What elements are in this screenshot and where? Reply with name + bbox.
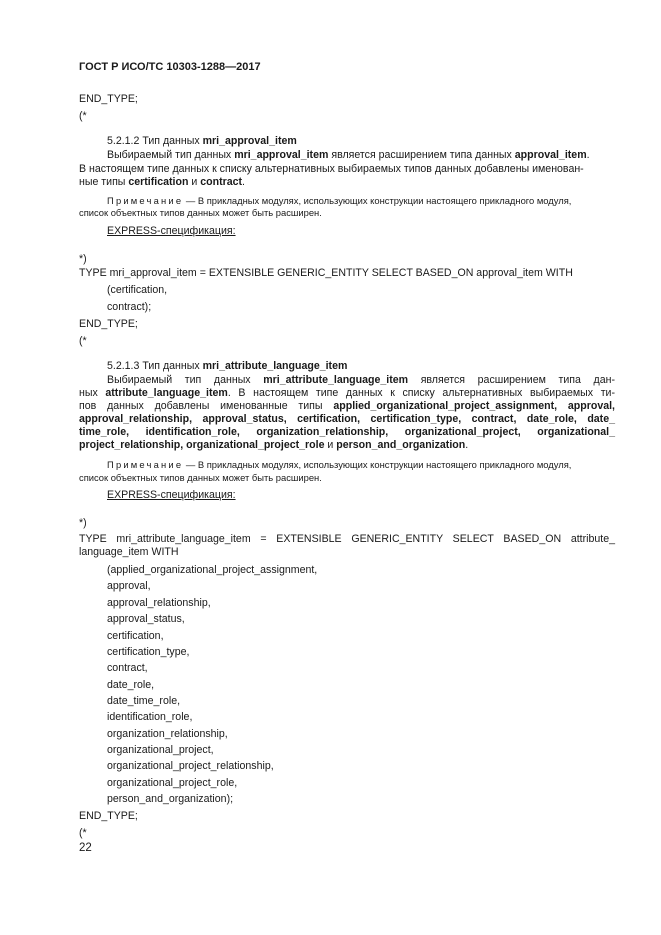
code-item: approval_relationship, [107, 597, 211, 609]
code-line: TYPE mri_approval_item = EXTENSIBLE GENERIC_ENTITY SELECT BASED_ON approval_item WITH [79, 267, 573, 279]
code-line: language_item WITH [79, 546, 179, 558]
code-line: TYPE mri_attribute_language_item = EXTENSIBLE GENERIC_ENTITY SELECT BASED_ON attribute_ [79, 533, 615, 545]
paragraph-line: пов данных добавлены именованные типы applied_organizational_project_assignment, approval, [79, 400, 615, 412]
code-line: (* [79, 335, 87, 347]
code-item: (applied_organizational_project_assignment, [107, 564, 318, 576]
code-comment-open: (* [79, 110, 87, 122]
code-item: organizational_project_relationship, [107, 760, 274, 772]
note: Примечание — В прикладных модулях, использующих конструкции настоящего прикладного модуля, [107, 195, 572, 206]
paragraph-line: ных attribute_language_item. В настоящем типе данных к списку альтернативных выбираемых ти- [79, 387, 615, 399]
paragraph-line: Выбираемый тип данных mri_approval_item является расширением типа данных approval_item. [107, 149, 590, 161]
section-heading-5213: 5.2.1.3 Тип данных mri_attribute_language_item [107, 360, 348, 372]
code-line: END_TYPE; [79, 318, 138, 330]
code-item: certification_type, [107, 646, 190, 658]
code-item: date_time_role, [107, 695, 181, 707]
express-spec-heading: EXPRESS-спецификация: [107, 489, 236, 501]
code-end-type: END_TYPE; [79, 93, 138, 105]
code-item: date_role, [107, 679, 155, 691]
section-heading-5212: 5.2.1.2 Тип данных mri_approval_item [107, 135, 297, 147]
paragraph-line: time_role, identification_role, organization_relationship, organizational_project, organizational_ [79, 426, 615, 438]
code-item: contract, [107, 662, 148, 674]
code-item: certification, [107, 630, 164, 642]
code-item: approval_status, [107, 613, 185, 625]
paragraph-line: approval_relationship, approval_status, certification, certification_type, contract, date_role, date_ [79, 413, 615, 425]
page-header: ГОСТ Р ИСО/ТС 10303-1288—2017 [79, 61, 261, 73]
code-item: organizational_project_role, [107, 777, 238, 789]
code-line: *) [79, 517, 87, 529]
code-item: identification_role, [107, 711, 193, 723]
code-item: approval, [107, 580, 151, 592]
note-line: список объектных типов данных может быть расширен. [79, 472, 322, 483]
code-item: organizational_project, [107, 744, 214, 756]
paragraph-line: В настоящем типе данных к списку альтернативных выбираемых типов данных добавлены именован- [79, 163, 584, 175]
paragraph-line: Выбираемый тип данных mri_attribute_language_item является расширением типа дан- [107, 374, 615, 386]
paragraph-line: ные типы certification и contract. [79, 176, 245, 188]
code-line: *) [79, 253, 87, 265]
code-line: (certification, [107, 284, 168, 296]
code-item: organization_relationship, [107, 728, 228, 740]
paragraph-line: project_relationship, organizational_project_role и person_and_organization. [79, 439, 469, 451]
note-line: список объектных типов данных может быть расширен. [79, 207, 322, 218]
code-line: contract); [107, 301, 152, 313]
page-number: 22 [79, 842, 92, 854]
code-end-type: END_TYPE; [79, 810, 138, 822]
express-spec-heading: EXPRESS-спецификация: [107, 225, 236, 237]
note: Примечание — В прикладных модулях, использующих конструкции настоящего прикладного модуля, [107, 459, 572, 470]
code-item: person_and_organization); [107, 793, 234, 805]
code-comment-open: (* [79, 827, 87, 839]
